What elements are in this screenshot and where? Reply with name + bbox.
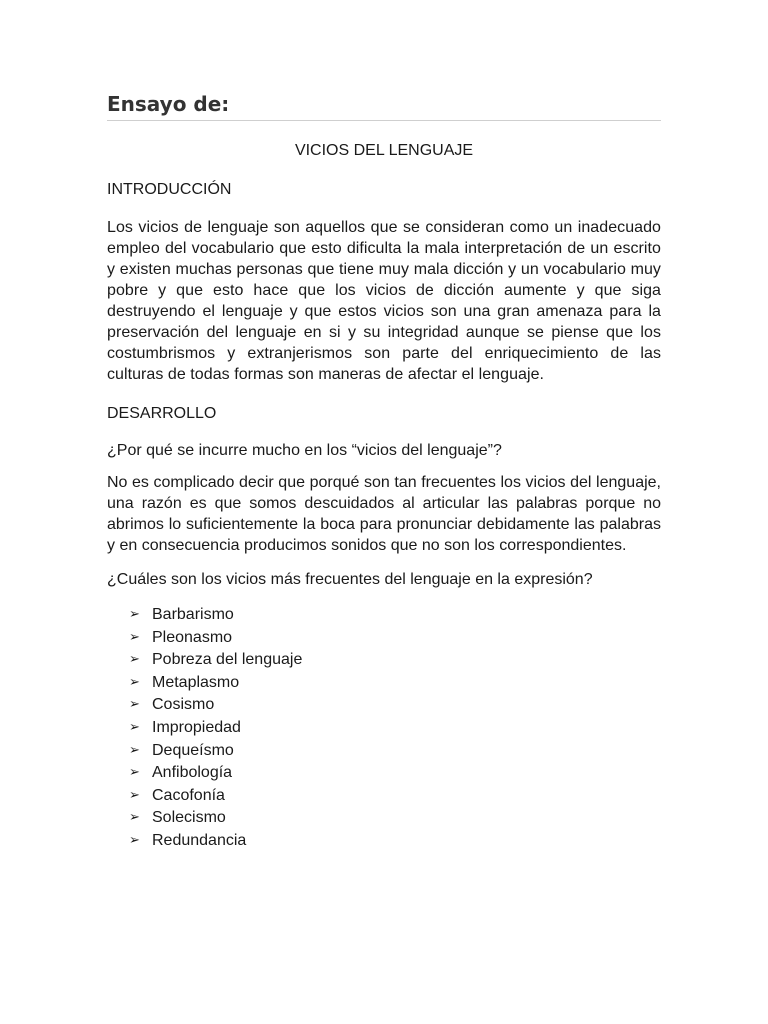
- list-item: [129, 807, 661, 830]
- list-item: [129, 694, 661, 717]
- document-page: [107, 90, 661, 853]
- arrowhead-bullet-icon: ➢: [129, 742, 140, 758]
- arrowhead-bullet-icon: ➢: [129, 652, 140, 668]
- list-item-label: Dequeísmo: [152, 741, 234, 759]
- arrowhead-bullet-icon: ➢: [129, 832, 140, 848]
- arrowhead-bullet-icon: ➢: [129, 607, 140, 622]
- arrowhead-bullet-icon: ➢: [129, 810, 140, 826]
- arrowhead-bullet-icon: ➢: [129, 674, 140, 690]
- document-title: Ensayo de:: [107, 92, 230, 116]
- list-item-label: Barbarismo: [152, 606, 234, 623]
- list-item: [129, 672, 661, 695]
- list-item-label: Pleonasmo: [152, 628, 233, 646]
- list-item-label: Redundancia: [152, 831, 247, 849]
- question-which: ¿Cuáles son los vicios más frecuentes del lenguaje en la expresión?: [107, 571, 593, 588]
- arrowhead-bullet-icon: ➢: [129, 719, 140, 735]
- list-item: [129, 830, 661, 853]
- list-item-label: Pobreza del lenguaje: [152, 651, 303, 669]
- list-item: [129, 627, 661, 650]
- development-heading: DESARROLLO: [107, 405, 217, 422]
- arrowhead-bullet-icon: ➢: [129, 629, 140, 645]
- list-item: [129, 785, 661, 808]
- list-item-label: Metaplasmo: [152, 673, 240, 691]
- intro-heading: INTRODUCCIÓN: [107, 181, 232, 198]
- answer-why: No es complicado decir que porqué son tan frecuentes los vicios del lenguaje, una razón es que somos descuidados al articular las palabras porque no abrimos lo suficientemente la boca para pronunciar debidamente las palabras y en consecuencia producimos sonidos que no son los correspondientes.: [107, 474, 661, 554]
- vices-list: [107, 604, 661, 853]
- list-item-label: Anfibología: [152, 764, 233, 782]
- list-item-label: Cosismo: [152, 696, 215, 714]
- arrowhead-bullet-icon: ➢: [129, 697, 140, 713]
- list-item: [129, 762, 661, 785]
- list-item: [129, 717, 661, 740]
- arrowhead-bullet-icon: ➢: [129, 765, 140, 781]
- arrowhead-bullet-icon: ➢: [129, 787, 140, 803]
- title-divider: [107, 120, 661, 121]
- essay-heading: VICIOS DEL LENGUAJE: [294, 142, 474, 159]
- intro-paragraph: Los vicios de lenguaje son aquellos que se consideran como un inadecuado empleo del vocabulario que esto dificulta la mala interpretación de un escrito y existen muchas personas que tiene muy mala dicción y un vocabulario muy pobre y que esto hace que los vicios de dicción aumente y que siga destruyendo el lenguaje y que estos vicios son una gran amenaza para la preservación del lenguaje en si y su integridad aunque se piense que los costumbrismos y extranjerismos son parte del enriquecimiento de las culturas de todas formas son maneras de afectar el lenguaje.: [107, 219, 661, 383]
- list-item: [129, 649, 661, 672]
- list-item-label: Solecismo: [152, 809, 226, 827]
- list-item: [129, 740, 661, 763]
- question-why: ¿Por qué se incurre mucho en los “vicios del lenguaje”?: [107, 442, 502, 459]
- list-item-label: Cacofonía: [152, 786, 225, 804]
- list-item: [129, 604, 661, 627]
- list-item-label: Impropiedad: [152, 718, 241, 736]
